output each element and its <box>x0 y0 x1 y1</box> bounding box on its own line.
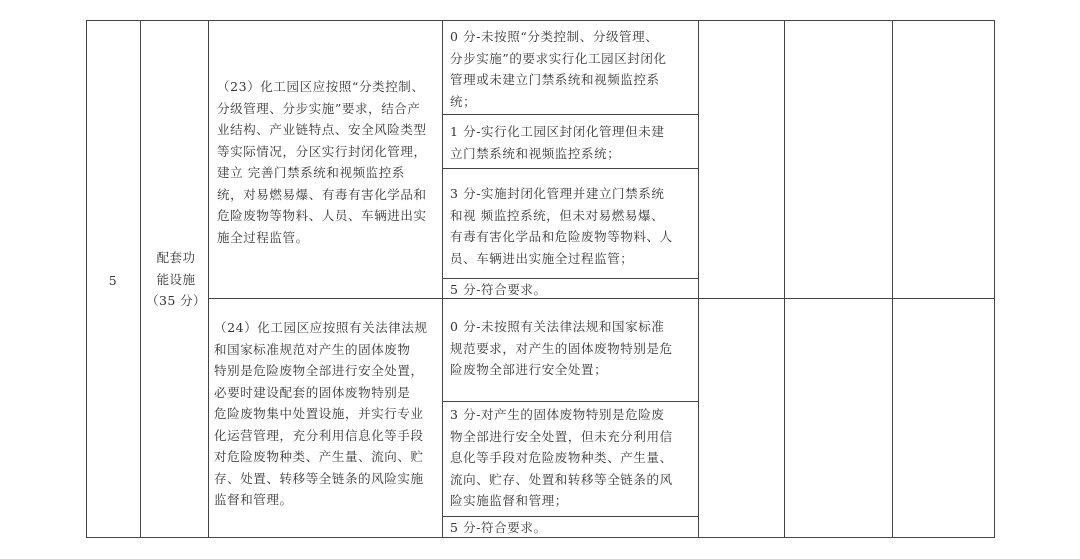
score-criterion: 0 分-未按照“分类控制、分级管理、 分步实施”的要求实行化工园区封闭化 管理或未建立门禁系统和视频监控系 统； <box>450 29 667 109</box>
score-row-divider <box>442 168 698 169</box>
score-row-divider <box>442 114 698 115</box>
table-border-top <box>86 20 995 21</box>
score-criterion: 5 分-符合要求。 <box>450 282 547 297</box>
row-number: 5 <box>108 273 118 288</box>
table-border-right <box>994 20 995 538</box>
scoring-table <box>86 20 995 538</box>
score-row-divider <box>442 401 698 402</box>
requirement-text-24: （24）化工园区应按照有关法律法规 和国家标准规范对产生的固体废物 特别是危险废物全部进行安全处置， 必要时建设配套的固体废物特别是 危险废物集中处置设施，并实行专业 化运营管理，充分利用信息化等手段 对危险废物种类、产生量、流向、贮 存、处置、转移等全链条的风险实施 监督和管理。 <box>214 320 428 507</box>
column-divider <box>698 20 699 538</box>
column-divider <box>140 20 141 538</box>
score-criterion: 5 分-符合要求。 <box>450 520 547 535</box>
requirement-text-23: （23）化工园区应按照“分类控制、 分级管理、分步实施”要求，结合产 业结构、产业链特点、安全风险类型 等实际情况，分区实行封闭化管理， 建立 完善门禁系统和视频监控系 统，对易燃易爆、有毒有害化学品和 危险废物等物料、人员、车辆进出实 施全过程监管。 <box>217 79 427 245</box>
column-divider <box>784 20 785 538</box>
category-label: 配套功 能设施 （35 分） <box>146 250 206 308</box>
score-criterion: 1 分-实行化工园区封闭化管理但未建 立门禁系统和视频监控系统； <box>450 124 665 161</box>
score-criterion: 3 分-实施封闭化管理并建立门禁系统 和视 频监控系统，但未对易燃易爆、 有毒有害化学品和危险废物等物料、人 员、车辆进出实施全过程监管； <box>450 186 673 266</box>
score-criterion: 3 分-对产生的固体废物特别是危险废 物全部进行安全处置，但未充分利用信 息化等手段对危险废物种类、产生量、 流向、贮存、处置和转移等全链条的风 险实施监督和管理； <box>450 407 673 508</box>
score-criterion: 0 分-未按照有关法律法规和国家标准 规范要求，对产生的固体废物特别是危 险废物全部进行安全处置； <box>450 319 673 377</box>
column-divider <box>208 20 209 538</box>
column-divider <box>892 20 893 538</box>
